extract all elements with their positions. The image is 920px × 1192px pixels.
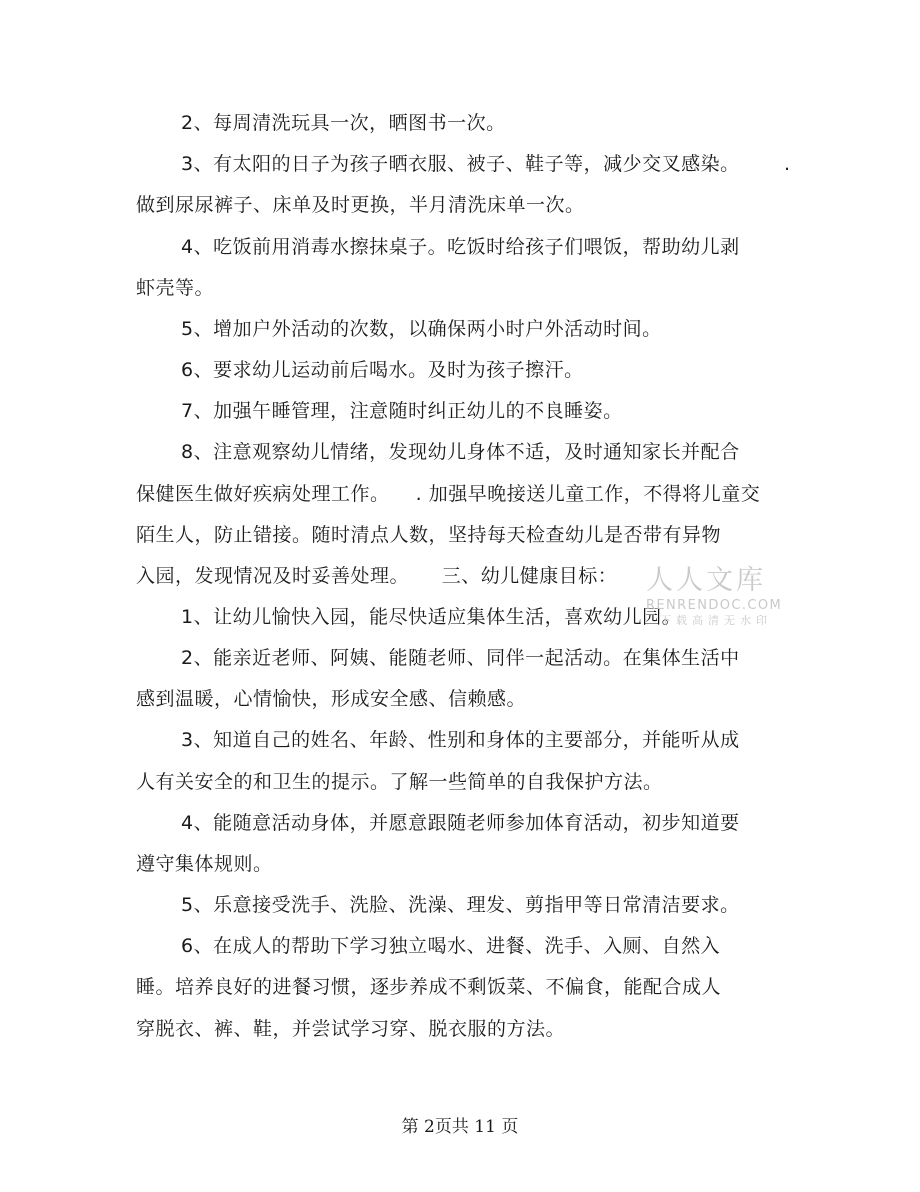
text-line: 2、能亲近老师、阿姨、能随老师、同伴一起活动。在集体生活中	[181, 647, 740, 669]
text-line: 5、增加户外活动的次数，以确保两小时户外活动时间。	[181, 318, 662, 340]
text-line: 睡。培养良好的进餐习惯，逐步养成不剩饭菜、不偏食，能配合成人	[136, 976, 722, 998]
text-line: 陌生人，防止错接。随时清点人数，坚持每天检查幼儿是否带有异物	[136, 524, 722, 546]
text-line: 4、吃饭前用消毒水擦抹桌子。吃饭时给孩子们喂饭，帮助幼儿剥	[181, 236, 740, 258]
text-line: 保健医生做好疾病处理工作。 . 加强早晚接送儿童工作，不得将儿童交	[136, 483, 761, 505]
text-line: 6、要求幼儿运动前后喝水。及时为孩子擦汗。	[181, 359, 584, 381]
text-line: 入园，发现情况及时妥善处理。 三、幼儿健康目标：	[136, 565, 618, 587]
text-line: 穿脱衣、裤、鞋，并尝试学习穿、脱衣服的方法。	[136, 1018, 566, 1040]
text-line: 人有关安全的和卫生的提示。了解一些简单的自我保护方法。	[136, 771, 663, 793]
watermark	[646, 566, 786, 627]
watermark-url: RENRENDOC.COM	[646, 598, 783, 613]
text-line: 4、能随意活动身体，并愿意跟随老师参加体育活动，初步知道要	[181, 812, 740, 834]
text-line: 感到温暖，心情愉快，形成安全感、信赖感。	[136, 688, 527, 710]
text-line: 5、乐意接受洗手、洗脸、洗澡、理发、剪指甲等日常清洁要求。	[181, 894, 740, 916]
text-line: .	[784, 153, 791, 175]
text-line: 做到尿尿裤子、床单及时更换，半月清洗床单一次。	[136, 194, 585, 216]
page-number: 第 2页共 11 页	[401, 1117, 519, 1137]
text-line: 7、加强午睡管理，注意随时纠正幼儿的不良睡姿。	[181, 400, 623, 422]
text-line: 6、在成人的帮助下学习独立喝水、进餐、洗手、入厕、自然入	[181, 935, 721, 957]
text-line: 1、让幼儿愉快入园，能尽快适应集体生活，喜欢幼儿园。	[181, 606, 682, 628]
text-line: 遵守集体规则。	[136, 853, 273, 875]
text-line: 3、知道自己的姓名、年龄、性别和身体的主要部分，并能听从成	[181, 729, 740, 751]
watermark-title: 人人文库	[646, 565, 766, 596]
watermark-subtitle: 下载高清无水印	[660, 614, 772, 627]
text-line: 2、每周清洗玩具一次，晒图书一次。	[181, 112, 506, 134]
text-line: 虾壳等。	[136, 277, 215, 299]
text-line: 3、有太阳的日子为孩子晒衣服、被子、鞋子等，减少交叉感染。	[181, 153, 740, 175]
text-line: 8、注意观察幼儿情绪，发现幼儿身体不适，及时通知家长并配合	[181, 441, 740, 463]
